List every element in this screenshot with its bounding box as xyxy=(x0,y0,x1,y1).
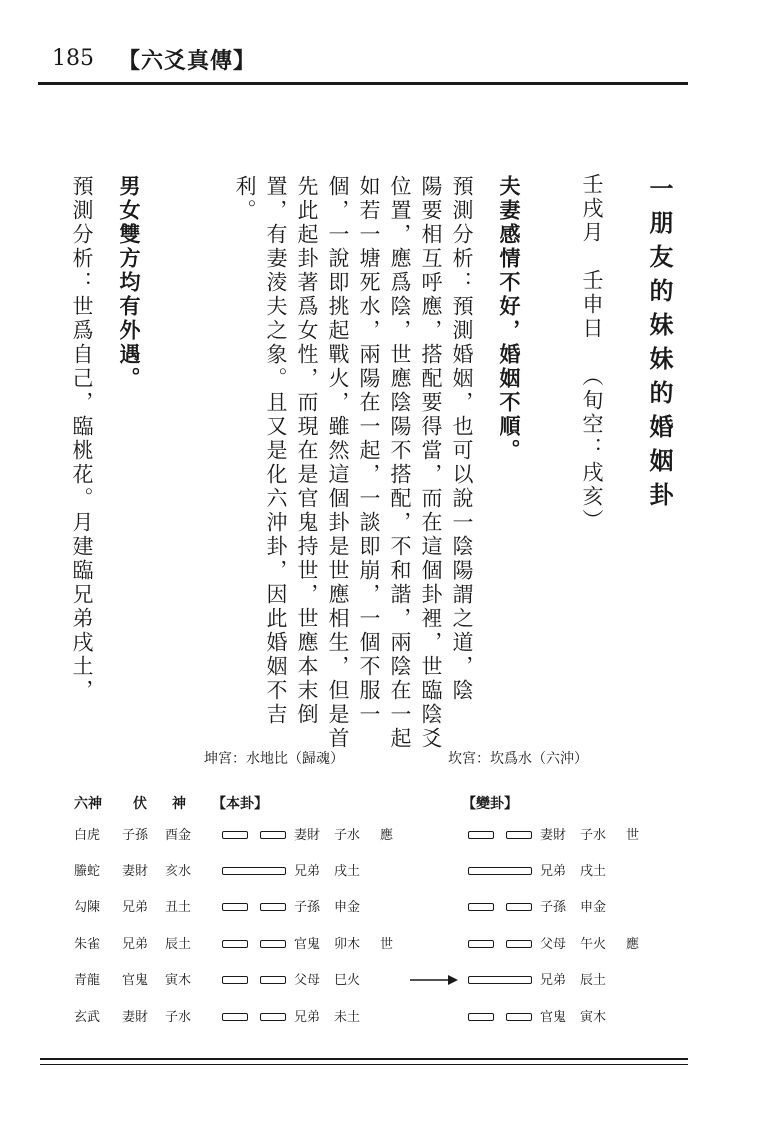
main-element: 申金 xyxy=(334,900,361,915)
date-day: 壬申日 xyxy=(580,269,604,341)
fu-relation: 兄弟 xyxy=(122,900,149,915)
six-god: 朱雀 xyxy=(74,937,101,952)
hexagram-row xyxy=(0,824,757,846)
main-element: 卯木 xyxy=(334,937,361,952)
six-god: 勾陳 xyxy=(74,900,101,915)
book-title: 【六爻真傳】 xyxy=(118,48,257,74)
fu-relation: 妻財 xyxy=(122,1010,149,1025)
fu-element: 酉金 xyxy=(165,828,192,843)
fu-relation: 官鬼 xyxy=(122,973,149,988)
changed-hexagram-header: 【變卦】 xyxy=(462,796,518,812)
changed-element: 寅木 xyxy=(580,1010,607,1025)
fu-element: 子水 xyxy=(165,1010,192,1025)
changed-marker: 世 xyxy=(626,828,640,843)
yin-line xyxy=(222,940,286,948)
page-header xyxy=(38,30,688,86)
hexagram-row xyxy=(0,860,757,882)
fu-relation: 子孫 xyxy=(122,828,149,843)
arrow-icon xyxy=(410,974,458,986)
text-line: 預測分析：預測婚姻，也可以說一陰陽謂之道，陰 xyxy=(450,175,474,703)
text-line: 如若一塘死水，兩陽在一起，一談即崩，一個不服一 xyxy=(357,175,381,727)
changed-yao-line xyxy=(468,831,532,839)
fu-relation: 兄弟 xyxy=(122,937,149,952)
yin-line xyxy=(468,1013,532,1021)
main-relation: 妻財 xyxy=(294,828,321,843)
text-line: 置，有妻淩夫之象。且又是化六沖卦，因此婚姻不吉 xyxy=(264,175,288,727)
six-god: 白虎 xyxy=(74,828,101,843)
main-marker: 應 xyxy=(380,828,394,843)
date-void: （旬空：戌亥） xyxy=(580,365,604,533)
main-hexagram-header: 【本卦】 xyxy=(212,796,268,812)
main-element: 未土 xyxy=(334,1010,361,1025)
yin-line xyxy=(222,903,286,911)
text-line: 位置，應爲陰，世應陰陽不搭配，不和諧，兩陰在一起 xyxy=(388,175,412,751)
yin-line xyxy=(468,831,532,839)
main-yao-line xyxy=(222,976,286,984)
changed-yao-line xyxy=(468,903,532,911)
main-yao-line xyxy=(222,1013,286,1021)
yang-line xyxy=(468,976,532,984)
changed-element: 子水 xyxy=(580,828,607,843)
section1-body xyxy=(229,175,477,751)
page-number: 185 xyxy=(52,46,94,71)
changed-relation: 子孫 xyxy=(540,900,567,915)
fu-element: 丑土 xyxy=(165,900,192,915)
main-relation: 官鬼 xyxy=(294,937,321,952)
main-relation: 兄弟 xyxy=(294,864,321,879)
main-element: 巳火 xyxy=(334,973,361,988)
hexagram-row xyxy=(0,933,757,955)
six-god: 青龍 xyxy=(74,973,101,988)
fu-element: 亥水 xyxy=(165,864,192,879)
changed-yao-line xyxy=(468,940,532,948)
main-marker: 世 xyxy=(380,937,394,952)
six-god: 螣蛇 xyxy=(74,864,101,879)
main-yao-line xyxy=(222,831,286,839)
changed-yao-line xyxy=(468,1013,532,1021)
main-palace-label: 坤宮：水地比（歸魂） xyxy=(204,751,344,767)
fu-header: 伏 xyxy=(133,796,147,812)
yin-line xyxy=(468,940,532,948)
yin-line xyxy=(468,903,532,911)
fu-element: 寅木 xyxy=(165,973,192,988)
main-relation: 兄弟 xyxy=(294,1010,321,1025)
yang-line xyxy=(222,867,286,875)
changed-relation: 兄弟 xyxy=(540,864,567,879)
changed-relation: 兄弟 xyxy=(540,973,567,988)
hexagram-row xyxy=(0,969,757,991)
six-gods-header: 六神 xyxy=(74,796,102,812)
text-line: 個，一說即挑起戰火，雖然這個卦是世應相生，但是首 xyxy=(326,175,350,751)
main-yao-line xyxy=(222,903,286,911)
yin-line xyxy=(222,831,286,839)
section1-heading: 夫妻感情不好，婚姻不順。 xyxy=(497,175,522,463)
section2-heading: 男女雙方均有外遇。 xyxy=(117,175,142,391)
date-month: 壬戌月 xyxy=(580,173,604,245)
changed-relation: 官鬼 xyxy=(540,1010,567,1025)
changed-marker: 應 xyxy=(626,937,640,952)
text-line: 陽要相互呼應，搭配要得當，而在這個卦裡，世臨陰爻 xyxy=(419,175,443,751)
article-title: 一朋友的妹妹的婚姻卦 xyxy=(645,176,674,516)
shen-header: 神 xyxy=(172,796,186,812)
fu-relation: 妻財 xyxy=(122,864,149,879)
changed-element: 申金 xyxy=(580,900,607,915)
footer-rule xyxy=(40,1058,688,1065)
main-relation: 父母 xyxy=(294,973,321,988)
section2-body xyxy=(66,175,97,703)
main-yao-line xyxy=(222,940,286,948)
text-line: 預測分析：世爲自己，臨桃花。月建臨兄弟戌土， xyxy=(70,175,94,703)
text-line: 利。 xyxy=(233,175,257,223)
moving-line-arrow xyxy=(410,974,458,986)
yin-line xyxy=(222,976,286,984)
changed-yao-line xyxy=(468,867,532,875)
changed-relation: 妻財 xyxy=(540,828,567,843)
main-relation: 子孫 xyxy=(294,900,321,915)
header-rule xyxy=(38,82,688,85)
yin-line xyxy=(222,1013,286,1021)
main-element: 子水 xyxy=(334,828,361,843)
six-god: 玄武 xyxy=(74,1010,101,1025)
main-yao-line xyxy=(222,867,286,875)
yang-line xyxy=(468,867,532,875)
changed-element: 午火 xyxy=(580,937,607,952)
text-line: 先此起卦著爲女性，而現在是官鬼持世，世應本末倒 xyxy=(295,175,319,727)
changed-palace-label: 坎宮：坎爲水（六沖） xyxy=(448,751,588,767)
hexagram-row xyxy=(0,1006,757,1028)
changed-relation: 父母 xyxy=(540,937,567,952)
hexagram-row xyxy=(0,896,757,918)
main-element: 戌土 xyxy=(334,864,361,879)
fu-element: 辰土 xyxy=(165,937,192,952)
changed-element: 戌土 xyxy=(580,864,607,879)
date-line xyxy=(576,173,607,533)
changed-element: 辰土 xyxy=(580,973,607,988)
changed-yao-line xyxy=(468,976,532,984)
